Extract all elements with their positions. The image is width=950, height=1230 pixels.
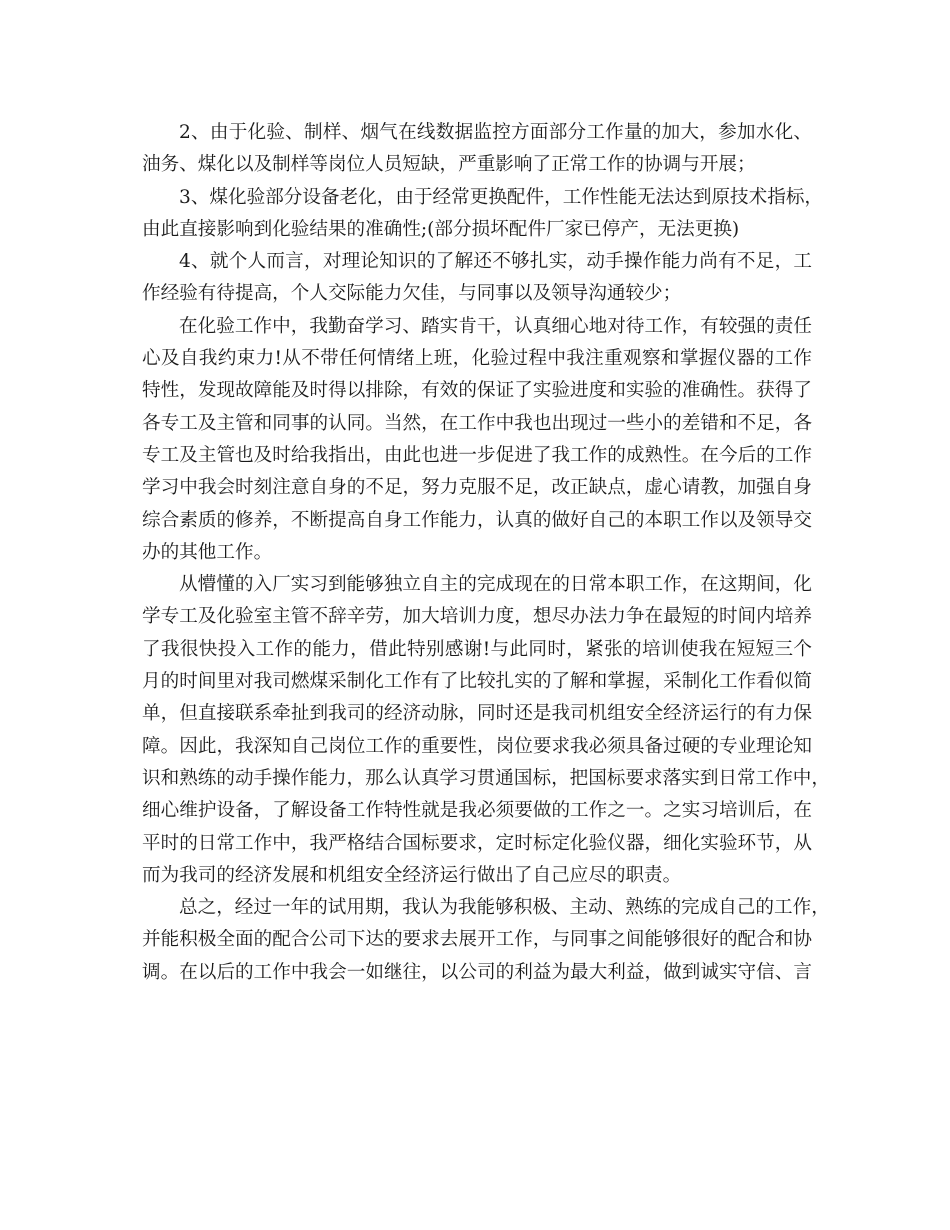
text-line: 而为我司的经济发展和机组安全经济运行做出了自己应尽的职责。	[142, 864, 682, 886]
text-line: 油务、煤化以及制样等岗位人员短缺，严重影响了正常工作的协调与开展；	[142, 154, 756, 176]
text-line: 了我很快投入工作的能力，借此特别感谢!与此同时，紧张的培训使我在短短三个	[142, 638, 812, 660]
text-line: 平时的日常工作中，我严格结合国标要求，定时标定化验仪器，细化实验环节，从	[142, 832, 812, 854]
text-line: 心及自我约束力!从不带任何情绪上班，化验过程中我注重观察和掌握仪器的工作	[142, 348, 812, 370]
paragraph-training	[142, 569, 830, 892]
document-body	[142, 117, 830, 989]
paragraph-work-attitude	[142, 311, 812, 569]
text-line: 在化验工作中，我勤奋学习、踏实肯干，认真细心地对待工作，有较强的责任	[179, 315, 812, 337]
text-line: 3、煤化验部分设备老化，由于经常更换配件，工作性能无法达到原技术指标，	[179, 186, 824, 208]
text-line: 总之，经过一年的试用期，我认为我能够积极、主动、熟练的完成自己的工作，	[179, 897, 830, 919]
paragraph-problem-4	[142, 246, 812, 311]
text-line: 综合素质的修养，不断提高自身工作能力，认真的做好自己的本职工作以及领导交	[142, 509, 812, 531]
text-line: 作经验有待提高，个人交际能力欠佳，与同事以及领导沟通较少；	[142, 283, 682, 305]
text-line: 障。因此，我深知自己岗位工作的重要性，岗位要求我必须具备过硬的专业理论知	[142, 735, 812, 757]
text-line: 单，但直接联系牵扯到我司的经济动脉，同时还是我司机组安全经济运行的有力保	[142, 703, 812, 725]
text-line: 4、就个人而言，对理论知识的了解还不够扎实，动手操作能力尚有不足，工	[179, 251, 812, 273]
paragraph-problem-3	[142, 182, 824, 247]
text-line: 由此直接影响到化验结果的准确性;(部分损坏配件厂家已停产，无法更换)	[142, 218, 740, 240]
text-line: 细心维护设备，了解设备工作特性就是我必须要做的工作之一。之实习培训后，在	[142, 800, 812, 822]
text-line: 月的时间里对我司燃煤采制化工作有了比较扎实的了解和掌握，采制化工作看似简	[142, 671, 812, 693]
text-line: 并能积极全面的配合公司下达的要求去展开工作，与同事之间能够很好的配合和协	[142, 929, 812, 951]
text-line: 办的其他工作。	[142, 541, 273, 563]
paragraph-problem-2	[142, 117, 812, 182]
text-line: 特性，发现故障能及时得以排除，有效的保证了实验进度和实验的准确性。获得了	[142, 380, 812, 402]
text-line: 从懵懂的入厂实习到能够独立自主的完成现在的日常本职工作，在这期间，化	[179, 574, 812, 596]
paragraph-conclusion	[142, 892, 830, 989]
text-line: 识和熟练的动手操作能力，那么认真学习贯通国标，把国标要求落实到日常工作中，	[142, 767, 830, 789]
text-line: 专工及主管也及时给我指出，由此也进一步促进了我工作的成熟性。在今后的工作	[142, 444, 812, 466]
text-line: 各专工及主管和同事的认同。当然，在工作中我也出现过一些小的差错和不足，各	[142, 412, 812, 434]
text-line: 学专工及化验室主管不辞辛劳，加大培训力度，想尽办法力争在最短的时间内培养	[142, 606, 812, 628]
text-line: 2、由于化验、制样、烟气在线数据监控方面部分工作量的加大，参加水化、	[179, 122, 812, 143]
text-line: 调。在以后的工作中我会一如继往，以公司的利益为最大利益，做到诚实守信、言	[142, 961, 812, 983]
text-line: 学习中我会时刻注意自身的不足，努力克服不足，改正缺点，虚心请教，加强自身	[142, 477, 812, 499]
